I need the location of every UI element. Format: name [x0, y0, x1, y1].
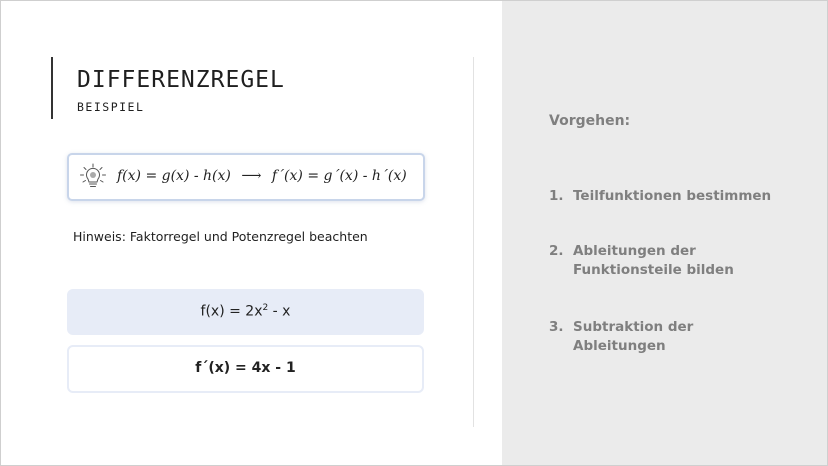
- rule-left: f(x) = g(x) - h(x): [117, 168, 231, 184]
- function-equation: [67, 303, 424, 320]
- page-subtitle: BEISPIEL: [77, 100, 145, 114]
- step-number: 3.: [549, 319, 564, 335]
- hint-text: Hinweis: Faktorregel und Potenzregel beachten: [73, 229, 368, 244]
- step-number: 1.: [549, 188, 564, 204]
- function-exponent: 2: [262, 303, 269, 313]
- rule-arrow: ⟶: [241, 168, 262, 184]
- step-text: Teilfunktionen bestimmen: [573, 188, 772, 204]
- title-accent-bar: [51, 57, 53, 119]
- function-base: f(x) = 2x: [200, 303, 263, 320]
- derivative-box: [67, 345, 424, 393]
- lightbulb-icon: [79, 163, 107, 191]
- rule-formula: [117, 168, 407, 184]
- rule-formula-box: [67, 153, 425, 201]
- step-number: 2.: [549, 243, 564, 259]
- procedure-heading: Vorgehen:: [549, 113, 631, 129]
- vertical-divider: [473, 57, 474, 427]
- step-text: Subtraktion der Ableitungen: [573, 319, 694, 354]
- page-title: DIFFERENZREGEL: [77, 67, 285, 93]
- rule-right: f´(x) = g´(x) - h´(x): [271, 168, 407, 184]
- derivative-equation: f´(x) = 4x - 1: [195, 360, 296, 376]
- right-panel: [502, 1, 827, 465]
- function-tail: - x: [268, 303, 291, 320]
- function-box: [67, 289, 424, 335]
- step-text: Ableitungen der Funktionsteile bilden: [573, 243, 734, 278]
